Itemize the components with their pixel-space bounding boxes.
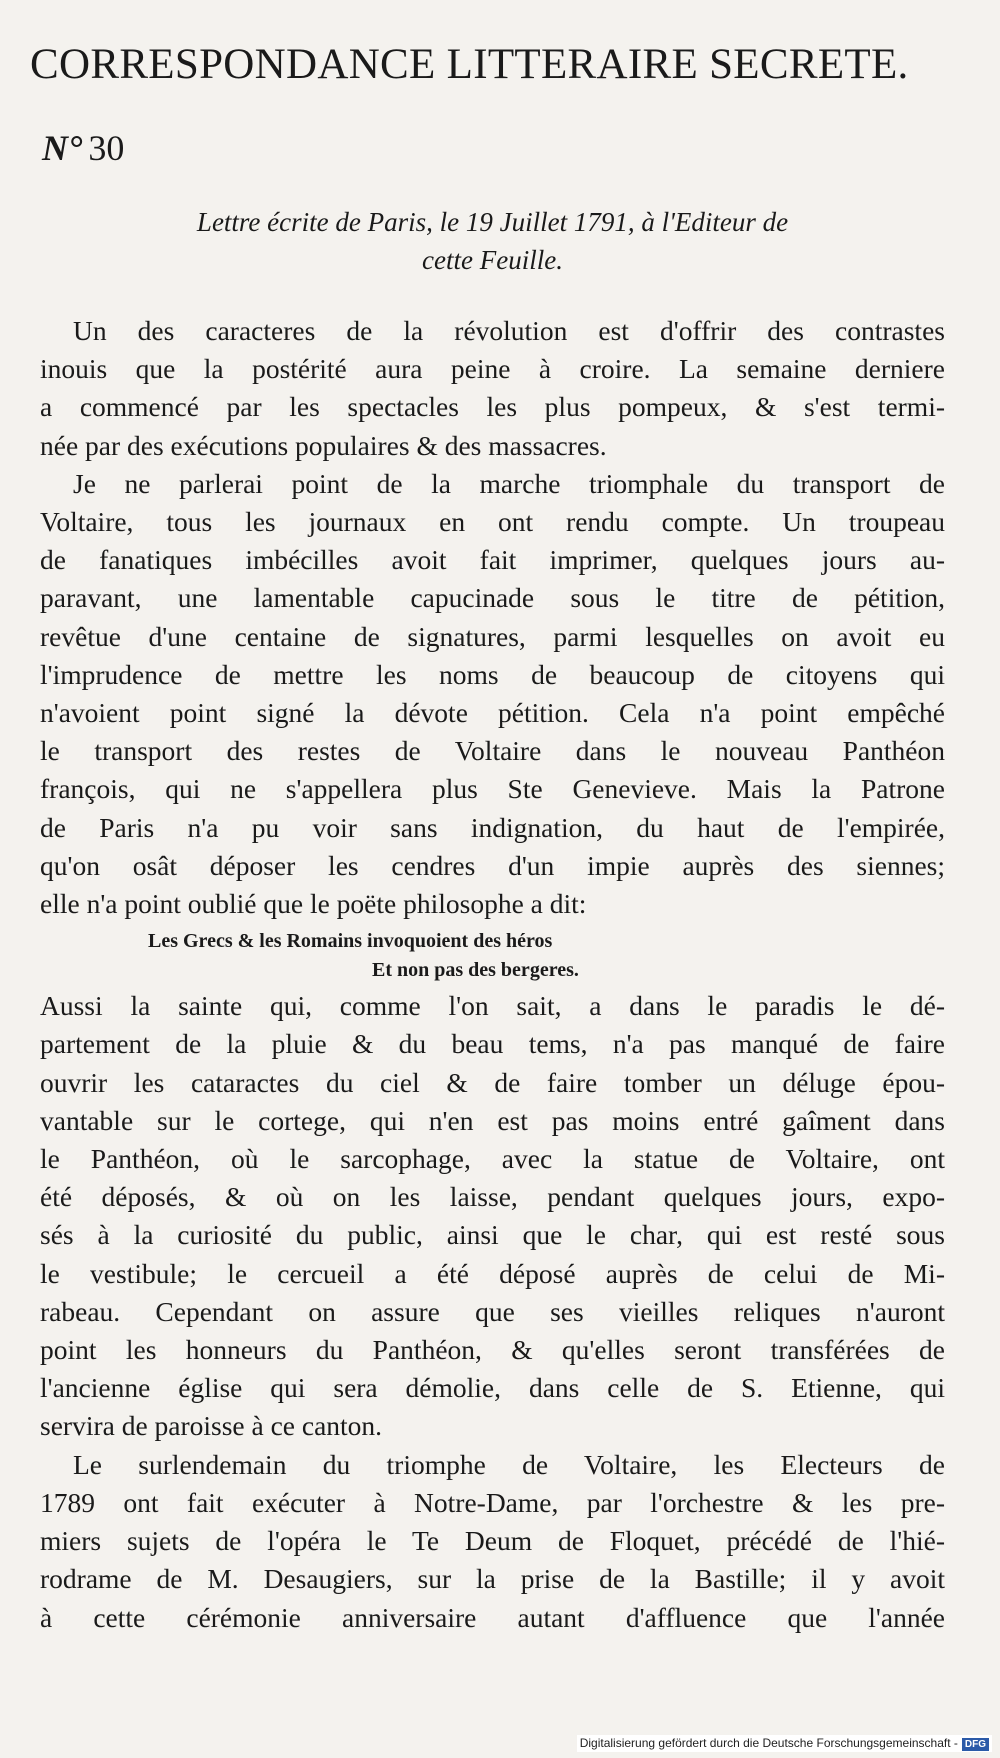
text-line: n'avoient point signé la dévote pétition. Cela n'a point empêché <box>40 697 945 729</box>
text-line: 1789 ont fait exécuter à Notre-Dame, par l'orchestre & les pre- <box>40 1486 945 1518</box>
text-line: le vestibule; le cercueil a été déposé auprès de celui de Mi- <box>40 1257 945 1289</box>
verse-line: Les Grecs & les Romains invoquoient des héros <box>148 930 553 953</box>
text-line: revêtue d'une centaine de signatures, parmi lesquelles on avoit eu <box>40 620 945 652</box>
digitization-credit <box>577 1735 992 1752</box>
issue-number-prefix: N° <box>42 128 83 168</box>
text-line: qu'on osât déposer les cendres d'un impie auprès des siennes; <box>40 849 945 881</box>
text-line: vantable sur le cortege, qui n'en est pas moins entré gaîment dans <box>40 1104 945 1136</box>
text-line: miers sujets de l'opéra le Te Deum de Floquet, précédé de l'hié- <box>40 1525 945 1557</box>
paragraph-3 <box>40 987 945 1445</box>
text-line: le transport des restes de Voltaire dans le nouveau Panthéon <box>40 735 945 767</box>
issue-number <box>42 127 124 169</box>
text-line: inouis que la postérité aura peine à croire. La semaine derniere <box>40 353 945 385</box>
text-line: été déposés, & où on les laisse, pendant quelques jours, expo- <box>40 1181 945 1213</box>
text-line: paravant, une lamentable capucinade sous le titre de pétition, <box>40 582 945 614</box>
letter-heading <box>40 203 945 279</box>
text-line: rodrame de M. Desaugiers, sur la prise de la Bastille; il y avoit <box>40 1563 945 1595</box>
text-line: point les honneurs du Panthéon, & qu'elles seront transférées de <box>40 1334 945 1366</box>
text-line: servira de paroisse à ce canton. <box>40 1410 383 1442</box>
text-line: le Panthéon, où le sarcophage, avec la statue de Voltaire, ont <box>40 1143 945 1175</box>
page-title: CORRESPONDANCE LITTERAIRE SECRETE. <box>30 41 909 88</box>
text-line: Aussi la sainte qui, comme l'on sait, a dans le paradis le dé- <box>40 990 945 1022</box>
text-line: née par des exécutions populaires & des massacres. <box>40 429 607 461</box>
article-body <box>40 312 945 1637</box>
issue-number-value: 30 <box>88 128 125 168</box>
text-line: l'ancienne église qui sera démolie, dans celle de S. Etienne, qui <box>40 1372 945 1404</box>
text-line: rabeau. Cependant on assure que ses vieilles reliques n'auront <box>40 1295 945 1327</box>
text-line: de Paris n'a pu voir sans indignation, du haut de l'empirée, <box>40 811 945 843</box>
verse-line: Et non pas des bergeres. <box>372 959 579 982</box>
text-line: l'imprudence de mettre les noms de beaucoup de citoyens qui <box>40 658 945 690</box>
text-line: Un des caracteres de la révolution est d'offrir des contrastes <box>73 315 945 346</box>
paragraph-2 <box>40 465 945 923</box>
paragraph-1 <box>40 312 945 465</box>
verse-quote <box>40 927 945 985</box>
text-line: sés à la curiosité du public, ainsi que le char, qui est resté sous <box>40 1219 945 1251</box>
text-line: a commencé par les spectacles les plus pompeux, & s'est termi- <box>40 391 945 423</box>
letter-heading-line: Lettre écrite de Paris, le 19 Juillet 1791, à l'Editeur de <box>196 207 789 237</box>
text-line: partement de la pluie & du beau tems, n'a pas manqué de faire <box>40 1028 945 1060</box>
text-line: à cette cérémonie anniversaire autant d'affluence que l'année <box>40 1601 945 1633</box>
text-line: Le surlendemain du triomphe de Voltaire, les Electeurs de <box>73 1448 945 1480</box>
text-line: de fanatiques imbécilles avoit fait imprimer, quelques jours au- <box>40 544 945 576</box>
text-line: elle n'a point oublié que le poëte philosophe a dit: <box>40 888 587 920</box>
text-line: ouvrir les cataractes du ciel & de faire tomber un déluge épou- <box>40 1066 945 1098</box>
text-line: Voltaire, tous les journaux en ont rendu compte. Un troupeau <box>40 506 945 538</box>
paragraph-4 <box>40 1446 945 1637</box>
credit-text: Digitalisierung gefördert durch die Deutsche Forschungsgemeinschaft - <box>579 1736 958 1750</box>
text-line: françois, qui ne s'appellera plus Ste Genevieve. Mais la Patrone <box>40 773 945 805</box>
letter-heading-line: cette Feuille. <box>422 245 563 275</box>
dfg-logo: DFG <box>962 1738 989 1751</box>
text-line: Je ne parlerai point de la marche triomphale du transport de <box>73 467 945 499</box>
